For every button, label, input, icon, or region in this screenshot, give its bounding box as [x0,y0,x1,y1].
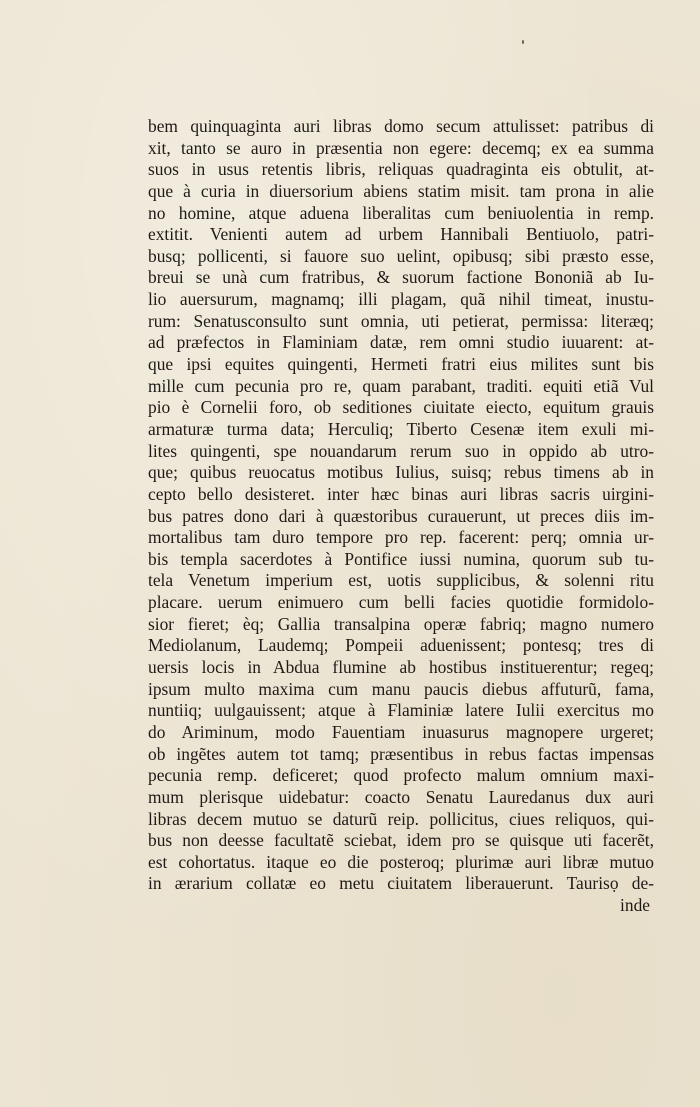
text-line: mille cum pecunia pro re, quam parabant, traditi. equiti etiã Vul [148,375,654,396]
text-line: no homine, atque aduena liberalitas cum beniuolentia in remp. [148,202,654,223]
text-line: bem quinquaginta auri libras domo secum attulisset: patribus di [148,116,654,136]
text-line: extitit. Venienti autem ad urbem Hannibali Bentiuolo, patri- [148,224,654,245]
text-line: ob ingẽtes autem tot tamq; præsentibus in rebus factas impensas [148,743,654,764]
text-line: lio auersurum, magnamq; illi plagam, quã nihil timeat, inustu- [148,289,654,310]
text-line: bus non deesse facultatẽ sciebat, idem pro se quisque uti facerẽt, [148,830,654,851]
text-line: nuntiiq; uulgauissent; atque à Flaminiæ latere Iulii exercitus mo [148,700,654,721]
text-line: que ipsi equites quingenti, Hermeti fratri eius milites sunt bis [148,354,654,375]
text-line: mortalibus tam duro tempore pro rep. facerent: perq; omnia ur- [148,527,654,548]
text-line: ipsum multo maxima cum manu paucis diebus affuturũ, fama, [148,678,654,699]
text-line: rum: Senatusconsulto sunt omnia, uti petierat, permissa: literæq; [148,310,654,331]
text-line: uersis locis in Abdua flumine ab hostibus instituerentur; regeq; [148,657,654,678]
text-line: xit, tanto se auro in præsentia non egere: decemq; ex ea summa [148,137,654,158]
text-line: Mediolanum, Laudemq; Pompeii aduenissent; pontesq; tres di [148,635,654,656]
text-line: busq; pollicenti, si fauore suo uelint, opibusq; sibi præsto esse, [148,245,654,266]
catchword: inde [620,895,650,916]
text-line: sior fieret; èq; Gallia transalpina operæ fabriq; magno numero [148,613,654,634]
text-line: in ærarium collatæ eo metu ciuitatem liberauerunt. Taurisọ de- [148,873,654,894]
text-line: tela Venetum imperium est, uotis supplicibus, & solenni ritu [148,570,654,591]
body-text [148,116,654,917]
text-line: do Ariminum, modo Fauentiam inuasurus magnopere urgeret; [148,721,654,742]
text-line: que à curia in diuersorium abiens statim misit. tam prona in alie [148,180,654,201]
text-line: suos in usus retentis libris, reliquas quadraginta eis obtulit, at- [148,159,654,180]
text-line: cepto bello desisteret. inter hæc binas auri libras sacris uirgini- [148,483,654,504]
text-line: armaturæ turma data; Herculiq; Tiberto Cesenæ item exuli mi- [148,418,654,439]
text-line: pecunia remp. deficeret; quod profecto malum omnium maxi- [148,765,654,786]
text-line: bis templa sacerdotes à Pontifice iussi numina, quorum sub tu- [148,548,654,569]
text-line: bus patres dono dari à quæstoribus curauerunt, ut preces diis im- [148,505,654,526]
text-line: breui se unà cum fratribus, & suorum factione Bononiã ab Iu- [148,267,654,288]
text-line: ad præfectos in Flaminiam datæ, rem omni studio iuuarent: at- [148,332,654,353]
text-line: que; quibus reuocatus motibus Iulius, suisq; rebus timens ab in [148,462,654,483]
ink-speck [522,40,524,44]
text-line: est cohortatus. itaque eo die posteroq; plurimæ auri libræ mutuo [148,851,654,872]
text-line: lites quingenti, spe nouandarum rerum suo in oppido ab utro- [148,440,654,461]
text-line: pio è Cornelii foro, ob seditiones ciuitate eiecto, equitum grauis [148,397,654,418]
text-line: placare. uerum enimuero cum belli facies quotidie formidolo- [148,592,654,613]
text-line: mum plerisque uidebatur: coacto Senatu Lauredanus dux auri [148,786,654,807]
text-line: libras decem mutuo se daturũ reip. pollicitus, ciues reliquos, qui- [148,808,654,829]
